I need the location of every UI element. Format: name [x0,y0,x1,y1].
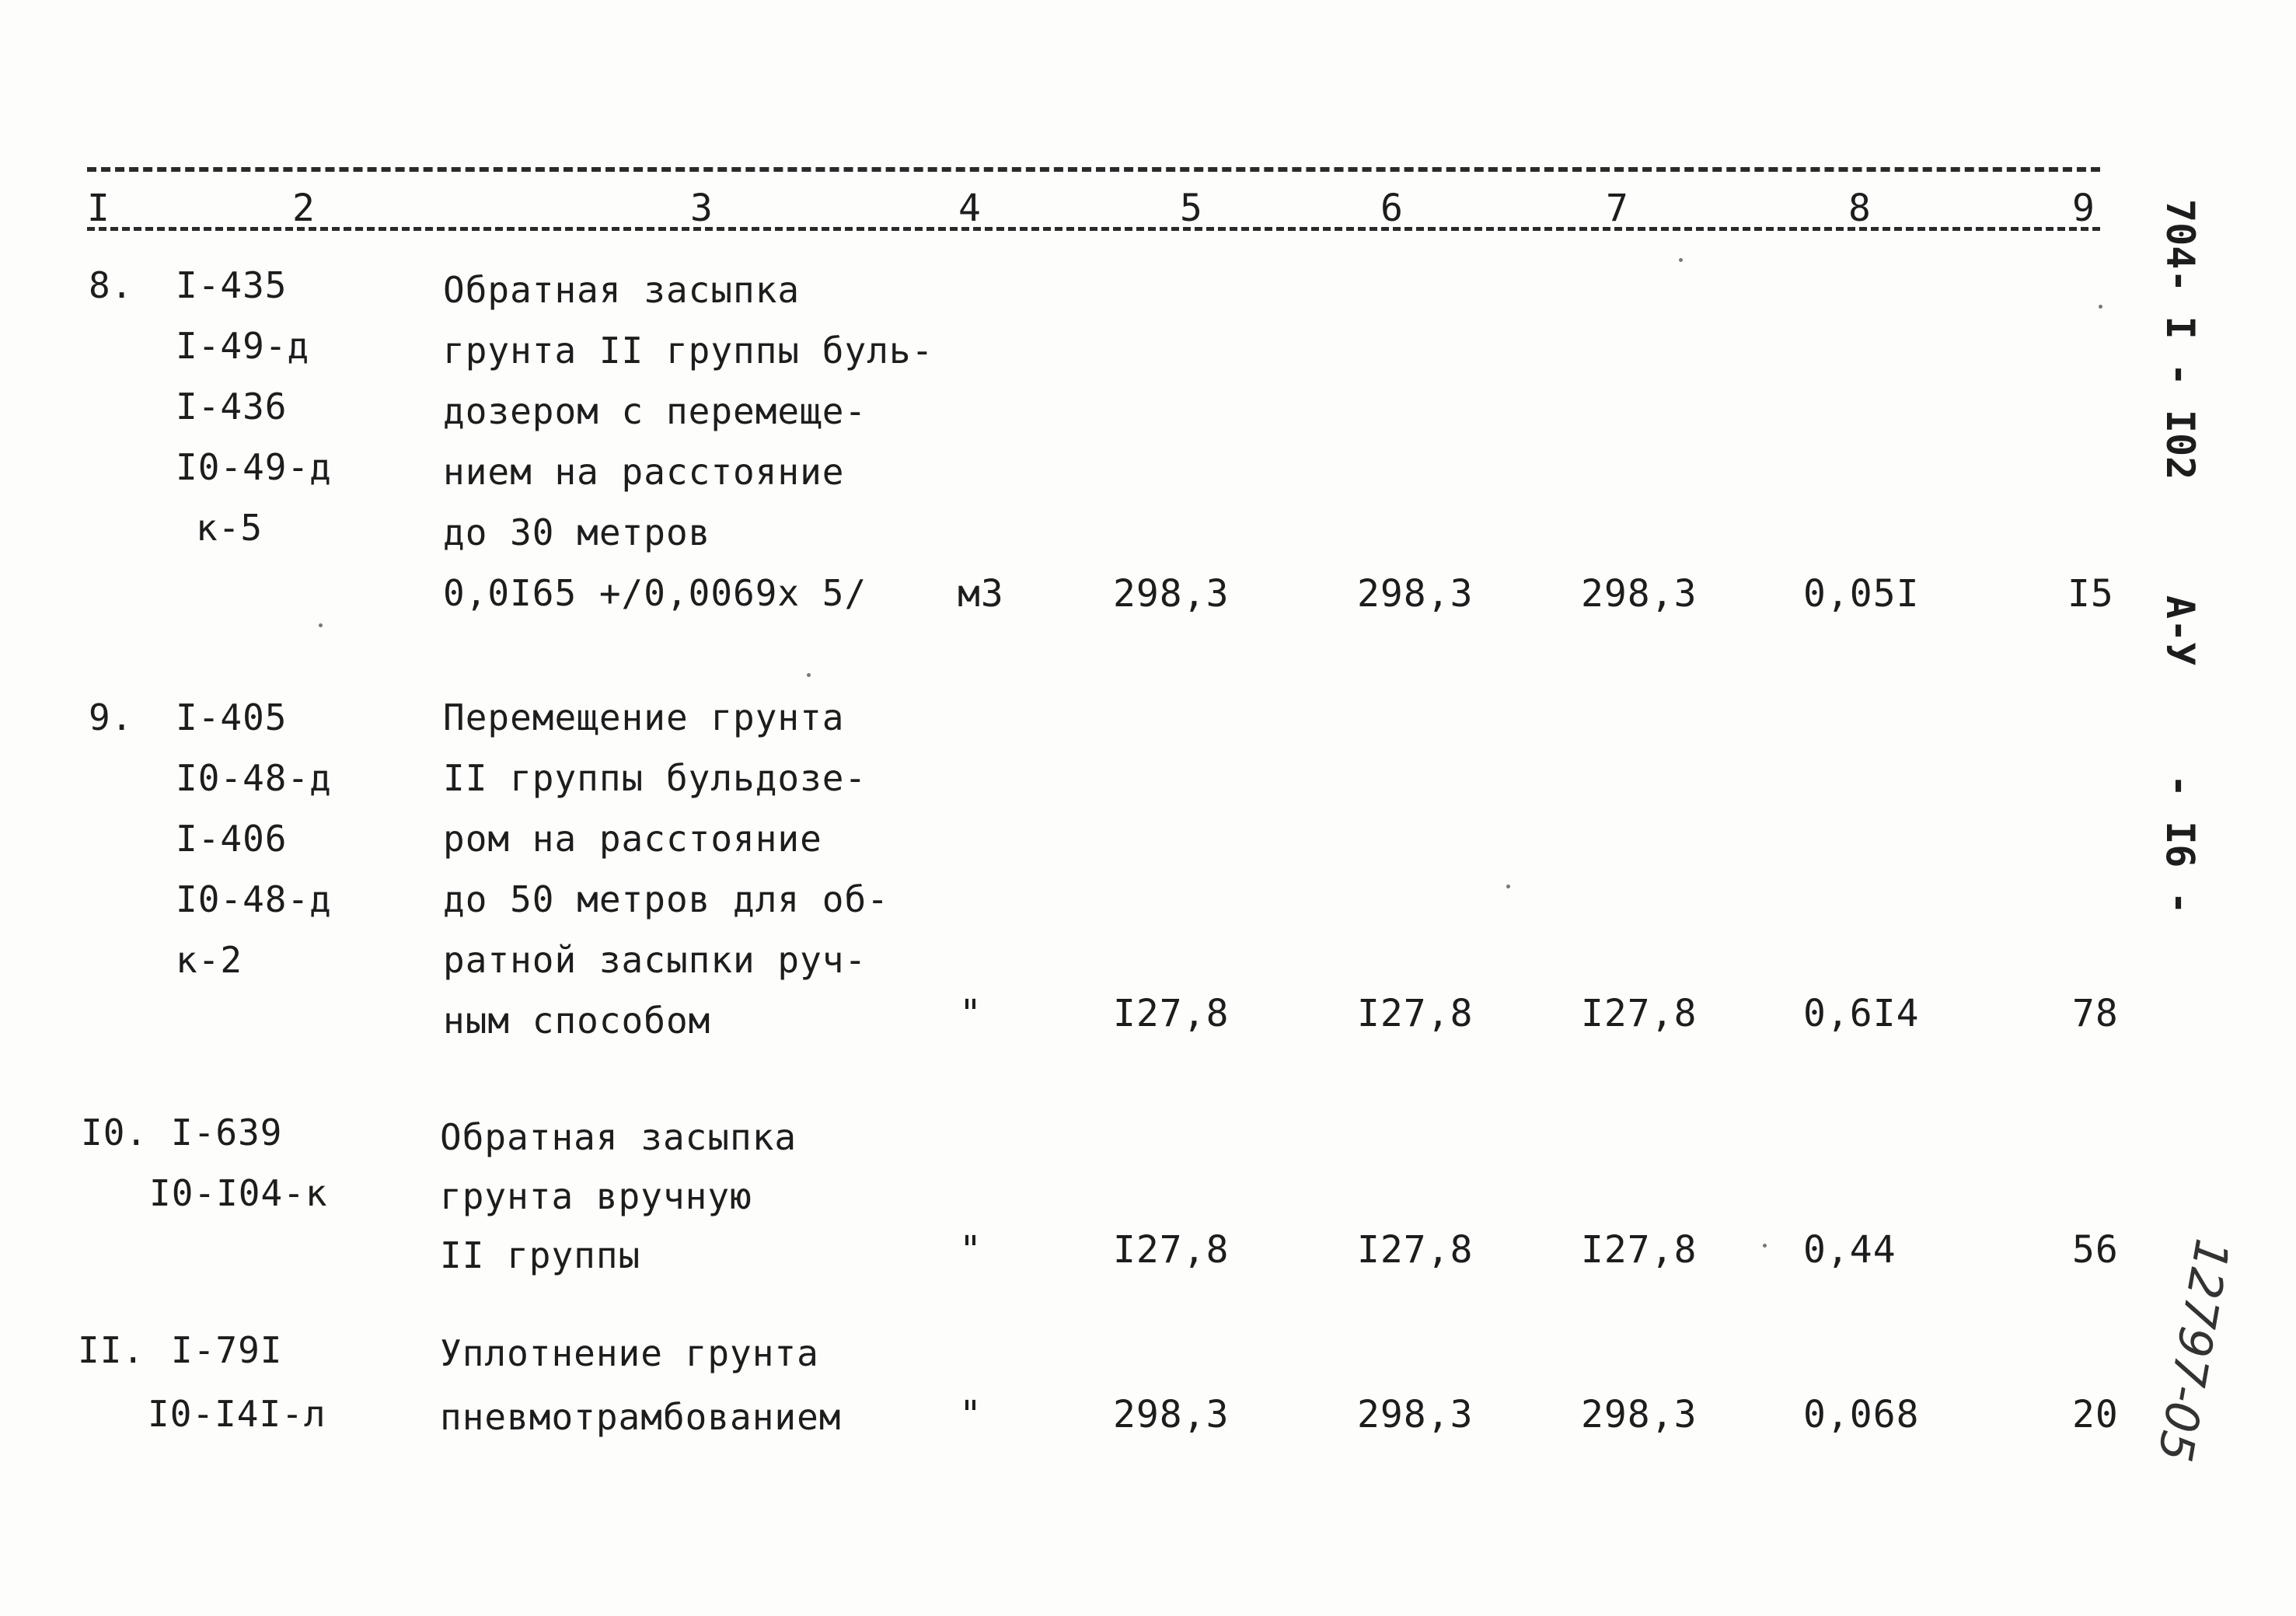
value-col-5: I27,8 [1113,1228,1230,1272]
scan-speck [807,673,811,677]
value-col-9: 20 [2072,1393,2119,1436]
work-description-line: пневмотрамбованием [440,1396,842,1438]
handwritten-inventory-number: 12797-05 [2146,1234,2239,1466]
scan-speck [1763,1244,1767,1248]
norm-code: к-2 [176,939,243,981]
row-number: 8. [89,264,134,306]
value-col-7: I27,8 [1581,992,1698,1035]
unit-cell: м3 [958,572,1004,616]
norm-code: к-5 [196,507,263,549]
norm-code: I0-48-д [176,757,332,799]
value-col-7: 298,3 [1581,1393,1698,1436]
value-col-8: 0,068 [1803,1393,1920,1436]
norm-code: I0-I04-к [149,1172,328,1214]
col-header-1: I [87,187,110,230]
unit-cell: " [959,1393,982,1436]
work-description-line: Обратная засыпка [440,1116,797,1158]
work-description-line: дозером с перемеще- [443,390,867,432]
unit-cell: " [959,1228,982,1272]
norm-code: I-406 [176,818,288,860]
work-description-line: Перемещение грунта [443,696,845,738]
value-col-6: 298,3 [1357,572,1474,616]
work-description-line: до 30 метров [443,511,711,553]
norm-code: I-436 [176,386,288,428]
col-header-2: 2 [292,187,316,230]
work-description-line: ным способом [443,1000,711,1042]
work-description-line: Обратная засыпка [443,269,801,311]
col-header-4: 4 [958,187,982,230]
value-col-8: 0,05I [1803,572,1920,616]
scan-speck [1679,258,1683,262]
row-number: I0. [81,1112,148,1154]
value-col-6: I27,8 [1357,992,1474,1035]
header-bottom-rule [87,227,2100,231]
row-number: 9. [89,696,134,738]
scan-speck [319,623,323,627]
value-col-9: 56 [2072,1228,2119,1272]
work-description-line: 0,0I65 +/0,0069х 5/ [443,572,867,614]
value-col-7: I27,8 [1581,1228,1698,1272]
value-col-5: 298,3 [1113,572,1230,616]
work-description-line: до 50 метров для об- [443,878,889,920]
norm-code: I0-49-д [176,446,332,488]
work-description-line: II группы [440,1234,641,1276]
value-col-9: I5 [2067,572,2114,616]
work-description-line: ром на расстояние [443,818,822,860]
work-description-line: нием на расстояние [443,451,845,493]
document-code: 704- I - I02 [2158,199,2203,480]
scan-speck [2099,305,2102,309]
col-header-3: 3 [690,187,714,230]
value-col-5: 298,3 [1113,1393,1230,1436]
norm-code: I-435 [176,264,288,306]
scan-speck [1506,885,1510,888]
value-col-6: 298,3 [1357,1393,1474,1436]
row-number: II. [78,1329,145,1371]
header-top-rule [87,167,2100,172]
unit-cell: " [959,992,982,1035]
norm-code: I0-48-д [176,878,332,920]
value-col-8: 0,44 [1803,1228,1896,1272]
work-description-line: грунта вручную [440,1175,752,1217]
page-number: - I6 - [2158,774,2203,915]
value-col-8: 0,6I4 [1803,992,1920,1035]
work-description-line: II группы бульдозе- [443,757,867,799]
col-header-5: 5 [1180,187,1203,230]
col-header-6: 6 [1380,187,1404,230]
value-col-6: I27,8 [1357,1228,1474,1272]
work-description-line: ратной засыпки руч- [443,939,867,981]
work-description-line: Уплотнение грунта [440,1332,819,1374]
norm-code: I-405 [176,696,288,738]
norm-code: I-79I [171,1329,283,1371]
norm-code: I0-I4I-л [148,1393,326,1435]
norm-code: I-49-д [176,325,310,367]
value-col-5: I27,8 [1113,992,1230,1035]
norm-code: I-639 [171,1112,283,1154]
value-col-9: 78 [2072,992,2119,1035]
col-header-8: 8 [1848,187,1872,230]
col-header-9: 9 [2072,187,2095,230]
document-series: A-У [2158,595,2203,666]
col-header-7: 7 [1606,187,1629,230]
value-col-7: 298,3 [1581,572,1698,616]
work-description-line: грунта II группы буль- [443,330,934,372]
